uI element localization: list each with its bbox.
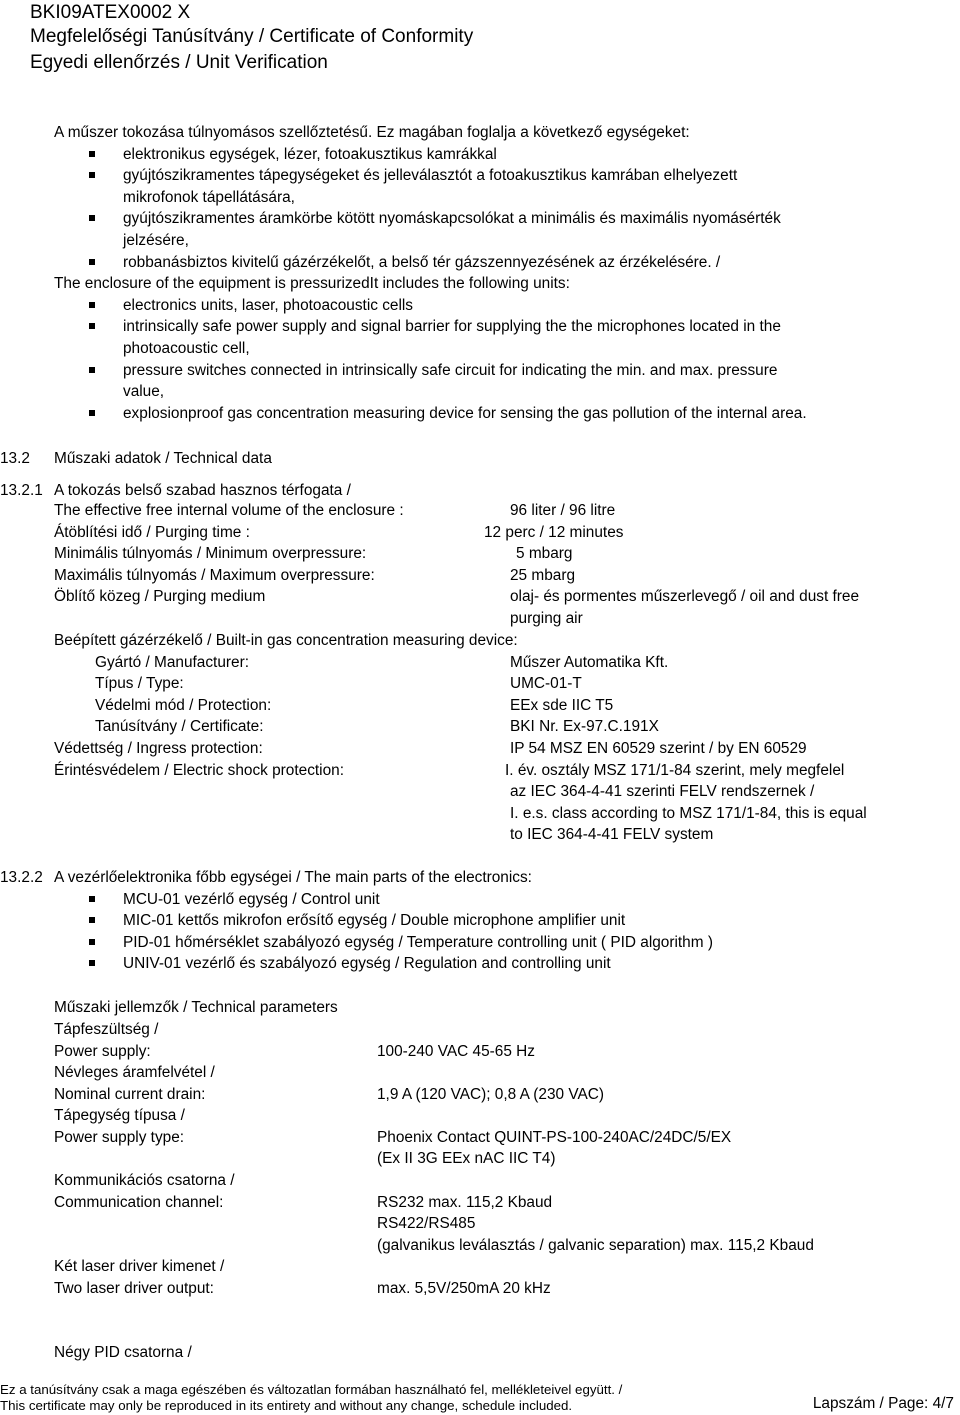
- certificate-subtitle: Egyedi ellenőrzés / Unit Verification: [30, 52, 328, 73]
- tech-data-value: 12 perc / 12 minutes: [484, 523, 624, 541]
- tech-data-value: 25 mbarg: [510, 566, 576, 584]
- bullet-icon: [89, 939, 95, 945]
- tech-data-label: Minimális túlnyomás / Minimum overpressure:: [54, 545, 367, 563]
- bullet-icon: [89, 917, 95, 923]
- ingress-protection-label: Védettség / Ingress protection:: [54, 740, 263, 757]
- section-number: 13.2: [0, 450, 30, 467]
- subsection-title: A tokozás belső szabad hasznos térfogata /: [54, 482, 351, 499]
- parameter-label: Két laser driver kimenet /: [54, 1258, 225, 1275]
- shock-protection-value: to IEC 364-4-41 FELV system: [510, 826, 714, 844]
- parameter-label: Tápegység típusa /: [54, 1107, 185, 1124]
- intro-hu-item: gyújtószikramentes tápegységeket és jelleválasztót a fotoakusztikus kamrában elhelyezett: [123, 167, 738, 185]
- shock-protection-label: Érintésvédelem / Electric shock protection:: [54, 761, 344, 779]
- footer-notice-en: This certificate may only be reproduced in its entirety and without any change, schedule included.: [0, 1398, 573, 1413]
- parameter-label: Névleges áramfelvétel /: [54, 1064, 215, 1081]
- parameter-value: 1,9 A (120 VAC); 0,8 A (230 VAC): [377, 1085, 604, 1103]
- gas-device-value: BKI Nr. Ex-97.C.191X: [510, 718, 659, 736]
- certificate-title: Megfelelőségi Tanúsítvány / Certificate of Conformity: [30, 26, 474, 47]
- tech-data-label: The effective free internal volume of the enclosure :: [54, 502, 404, 519]
- parameter-value: RS422/RS485: [377, 1215, 476, 1233]
- intro-en-item: explosionproof gas concentration measuring device for sensing the gas pollution of the internal area.: [123, 404, 807, 422]
- intro-en-item: pressure switches connected in intrinsically safe circuit for indicating the min. and max. pressure: [123, 361, 778, 379]
- technical-parameters-heading: Műszaki jellemzők / Technical parameters: [54, 999, 338, 1016]
- intro-hu-item: robbanásbiztos kivitelű gázérzékelőt, a belső tér gázszennyezésének az érzékelésére. /: [123, 253, 721, 271]
- bullet-icon: [89, 367, 95, 373]
- bullet-icon: [89, 410, 95, 416]
- electronics-unit-item: MIC-01 kettős mikrofon erősítő egység / Double microphone amplifier unit: [123, 912, 626, 930]
- electronics-unit-item: UNIV-01 vezérlő és szabályozó egység / Regulation and controlling unit: [123, 955, 611, 973]
- bullet-icon: [89, 323, 95, 329]
- pid-channels-label: Négy PID csatorna /: [54, 1344, 192, 1361]
- gas-device-heading: Beépített gázérzékelő / Built-in gas concentration measuring device:: [54, 632, 518, 649]
- tech-data-label: Átöblítési idő / Purging time :: [54, 523, 250, 541]
- electronics-unit-item: PID-01 hőmérséklet szabályozó egység / Temperature controlling unit ( PID algorithm ): [123, 933, 713, 951]
- parameter-label: Power supply:: [54, 1042, 151, 1060]
- gas-device-label: Típus / Type:: [95, 675, 184, 693]
- section-title: Műszaki adatok / Technical data: [54, 450, 272, 467]
- parameter-label: Tápfeszültség /: [54, 1021, 159, 1038]
- footer-notice-hu: Ez a tanúsítvány csak a maga egészében és változatlan formában használható fel, mellékleteivel együtt. /: [0, 1382, 623, 1397]
- parameter-value: max. 5,5V/250mA 20 kHz: [377, 1279, 551, 1297]
- tech-data-value: 5 mbarg: [516, 545, 573, 563]
- tech-data-value: purging air: [510, 610, 583, 627]
- gas-device-label: Védelmi mód / Protection:: [95, 696, 272, 714]
- intro-hu-item: jelzésére,: [123, 232, 189, 249]
- tech-data-label: Maximális túlnyomás / Maximum overpressure:: [54, 566, 375, 584]
- bullet-icon: [89, 215, 95, 221]
- bullet-icon: [89, 151, 95, 157]
- bullet-icon: [89, 960, 95, 966]
- tech-data-value: olaj- és pormentes műszerlevegő / oil and dust free: [510, 588, 860, 606]
- shock-protection-value: az IEC 364-4-41 szerinti FELV rendszernek /: [510, 783, 815, 801]
- subsection-title: A vezérlőelektronika főbb egységei / The main parts of the electronics:: [54, 869, 532, 886]
- parameter-label: Two laser driver output:: [54, 1279, 214, 1297]
- parameter-value: RS232 max. 115,2 Kbaud: [377, 1193, 553, 1211]
- intro-hu-lead: A műszer tokozása túlnyomásos szellőztetésű. Ez magában foglalja a következő egységeket:: [54, 124, 690, 141]
- intro-hu-item: gyújtószikramentes áramkörbe kötött nyomáskapcsolókat a minimális és maximális nyomásérték: [123, 210, 781, 228]
- parameter-label: Power supply type:: [54, 1128, 185, 1146]
- intro-en-item: electronics units, laser, photoacoustic cells: [123, 296, 414, 314]
- bullet-icon: [89, 172, 95, 178]
- parameter-label: Communication channel:: [54, 1193, 224, 1211]
- bullet-icon: [89, 302, 95, 308]
- certificate-number: BKI09ATEX0002 X: [30, 2, 191, 23]
- ingress-protection-value: IP 54 MSZ EN 60529 szerint / by EN 60529: [510, 740, 807, 757]
- intro-en-item: photoacoustic cell,: [123, 340, 250, 357]
- shock-protection-value: I. e.s. class according to MSZ 171/1-84, this is equal: [510, 804, 867, 822]
- gas-device-value: Műszer Automatika Kft.: [510, 653, 669, 671]
- intro-hu-item: mikrofonok tápellátására,: [123, 188, 295, 206]
- shock-protection-value: I. év. osztály MSZ 171/1-84 szerint, mely megfelel: [505, 761, 845, 779]
- parameter-value: (Ex II 3G EEx nAC IIC T4): [377, 1150, 556, 1168]
- intro-en-item: intrinsically safe power supply and signal barrier for supplying the the microphones located in the: [123, 318, 781, 336]
- parameter-label: Nominal current drain:: [54, 1085, 206, 1103]
- gas-device-label: Gyártó / Manufacturer:: [95, 653, 249, 671]
- page-number: Lapszám / Page: 4/7: [812, 1395, 954, 1412]
- tech-data-value: 96 liter / 96 litre: [510, 502, 616, 519]
- intro-hu-item: elektronikus egységek, lézer, fotoakusztikus kamrákkal: [123, 145, 497, 163]
- tech-data-label: Öblítő közeg / Purging medium: [54, 588, 266, 606]
- subsection-number: 13.2.2: [0, 869, 43, 886]
- electronics-unit-item: MCU-01 vezérlő egység / Control unit: [123, 890, 380, 908]
- parameter-label: Kommunikációs csatorna /: [54, 1172, 235, 1189]
- gas-device-value: EEx sde IIC T5: [510, 696, 614, 714]
- gas-device-value: UMC-01-T: [510, 675, 582, 693]
- subsection-number: 13.2.1: [0, 482, 43, 499]
- bullet-icon: [89, 896, 95, 902]
- parameter-value: 100-240 VAC 45-65 Hz: [377, 1042, 535, 1060]
- intro-en-item: value,: [123, 383, 165, 401]
- intro-en-lead: The enclosure of the equipment is pressurizedIt includes the following units:: [54, 275, 570, 293]
- parameter-value: Phoenix Contact QUINT-PS-100-240AC/24DC/5/EX: [377, 1128, 732, 1146]
- bullet-icon: [89, 259, 95, 265]
- gas-device-label: Tanúsítvány / Certificate:: [95, 718, 264, 736]
- parameter-value: (galvanikus leválasztás / galvanic separation) max. 115,2 Kbaud: [377, 1236, 814, 1254]
